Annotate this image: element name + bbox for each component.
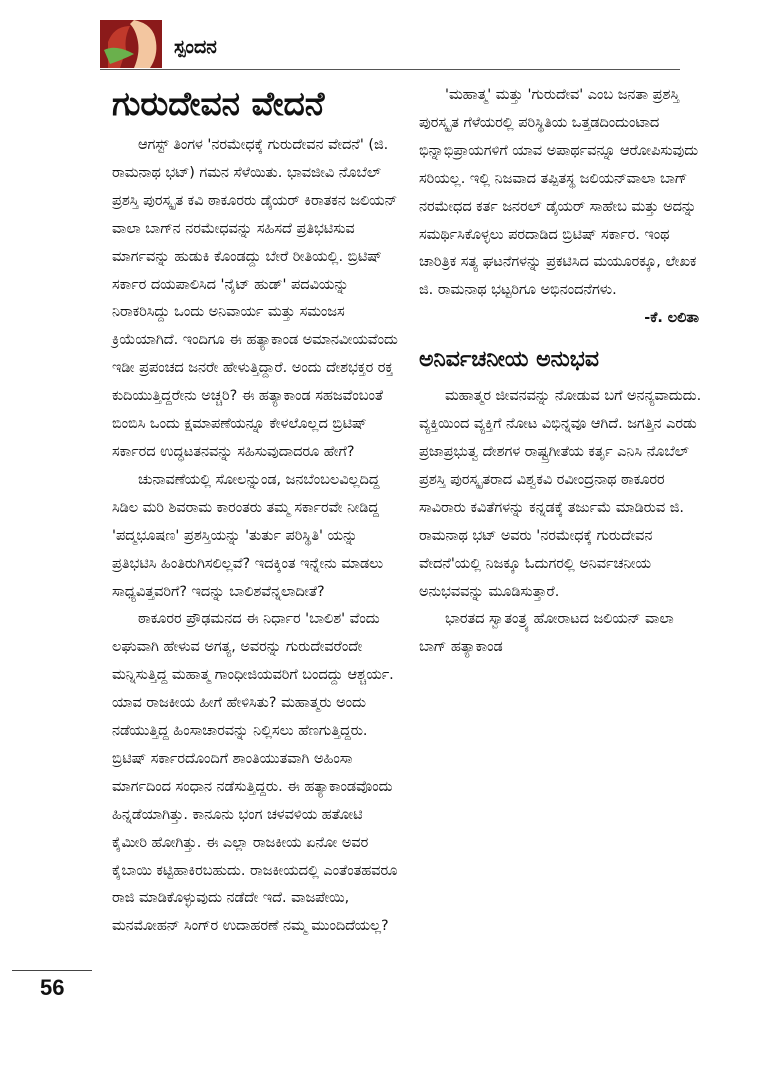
article-paragraph: ಚುನಾವಣೆಯಲ್ಲಿ ಸೋಲನ್ನುಂಡ, ಜನಬೆಂಬಲವಿಲ್ಲದಿದ್ದ ಸಿಡಿಲ ಮರಿ ಶಿವರಾಮ ಕಾರಂತರು ತಮ್ಮ ಸರ್ಕಾರವೇ ನೀಡಿದ್ದ 'ಪದ್ಮಭೂಷಣ' ಪ್ರಶಸ್ತಿಯನ್ನು 'ತುರ್ತು ಪರಿಸ್ಥಿತಿ' ಯನ್ನು ಪ್ರತಿಭಟಿಸಿ ಹಿಂತಿರುಗಿಸಲಿಲ್ಲವೆ? ಇದಕ್ಕಿಂತ ಇನ್ನೇನು ಮಾಡಲು ಸಾಧ್ಯವಿತ್ತವರಿಗೆ? ಇದನ್ನು ಬಾಲಿಶವೆನ್ನಲಾದೀತೆ? [112,471,384,600]
right-column [419,82,705,662]
magazine-logo [100,20,162,68]
article-paragraph: ಠಾಕೂರರ ಪ್ರೌಢಮನದ ಈ ನಿರ್ಧಾರ 'ಬಾಲಿಶ' ವೆಂದು ಲಘುವಾಗಿ ಹೇಳುವ ಅಗತ್ಯ, ಅವರನ್ನು ಗುರುದೇವರೆಂದೇ ಮನ್ನಿಸುತ್ತಿದ್ದ ಮಹಾತ್ಮ ಗಾಂಧೀಜಿಯವರಿಗೆ ಬಂದದ್ದು ಆಶ್ಚರ್ಯ. ಯಾವ ರಾಜಕೀಯ ಹೀಗೆ ಹೇಳಿಸಿತು? ಮಹಾತ್ಮರು ಅಂದು ನಡೆಯುತ್ತಿದ್ದ ಹಿಂಸಾಚಾರವನ್ನು ನಿಲ್ಲಿಸಲು ಹೆಣಗುತ್ತಿದ್ದರು. ಬ್ರಿಟಿಷ್ ಸರ್ಕಾರದೊಂದಿಗೆ ಶಾಂತಿಯುತವಾಗಿ ಅಹಿಂಸಾ ಮಾರ್ಗದಿಂದ ಸಂಧಾನ ನಡೆಸುತ್ತಿದ್ದರು. ಈ ಹತ್ಯಾಕಾಂಡವೊಂದು ಹಿನ್ನಡೆಯಾಗಿತ್ತು. ಕಾನೂನು ಭಂಗ ಚಳವಳಿಯ ಹತೋಟಿ ಕೈಮೀರಿ ಹೋಗಿತ್ತು. ಈ ಎಲ್ಲಾ ರಾಜಕೀಯ ಏನೋ ಅವರ ಕೈಬಾಯಿ ಕಟ್ಟಿಹಾಕಿರಬಹುದು. ರಾಜಕೀಯದಲ್ಲಿ ಎಂತೆಂತಹವರೂ ರಾಜಿ ಮಾಡಿಕೊಳ್ಳುವುದು ನಡೆದೇ ಇದೆ. ವಾಜಪೇಯಿ, ಮನಮೋಹನ್ ಸಿಂಗ್‌ರ ಉದಾಹರಣೆ ನಮ್ಮ ಮುಂದಿದೆಯಲ್ಲ? [112,611,398,935]
article-title: ಗುರುದೇವನ ವೇದನೆ [112,84,325,123]
logo-graphic [100,20,162,68]
left-column [112,82,398,941]
footer-rule [12,970,92,971]
author-signature: -ಕೆ. ಲಲಿತಾ [644,310,699,327]
page-header [100,20,680,70]
article-paragraph: ಆಗಸ್ಟ್ ತಿಂಗಳ 'ನರಮೇಧಕ್ಕೆ ಗುರುದೇವನ ವೇದನೆ' (ಜಿ. ರಾಮನಾಥ ಭಟ್) ಗಮನ ಸೆಳೆಯಿತು. ಭಾವಜೀವಿ ನೊಬೆಲ್ ಪ್ರಶಸ್ತಿ ಪುರಸ್ಕೃತ ಕವಿ ಠಾಕೂರರು ಡೈಯರ್ ಕಿರಾತಕನ ಜಲಿಯನ್ ವಾಲಾ ಬಾಗ್‌ನ ನರಮೇಧವನ್ನು ಸಹಿಸದೆ ಪ್ರತಿಭಟಿಸುವ ಮಾರ್ಗವನ್ನು ಹುಡುಕಿ ಕೊಂಡದ್ದು ಬೇರೆ ರೀತಿಯಲ್ಲಿ. ಬ್ರಿಟಿಷ್ ಸರ್ಕಾರ ದಯಪಾಲಿಸಿದ 'ನೈಟ್ ಹುಡ್' ಪದವಿಯನ್ನು ನಿರಾಕರಿಸಿದ್ದು ಒಂದು ಅನಿವಾರ್ಯ ಮತ್ತು ಸಮಂಜಸ ಕ್ರಿಯೆಯಾಗಿದೆ. ಇಂದಿಗೂ ಈ ಹತ್ಯಾಕಾಂಡ ಅಮಾನವೀಯವೆಂದು ಇಡೀ ಪ್ರಪಂಚದ ಜನರೇ ಹೇಳುತ್ತಿದ್ದಾರೆ. ಅಂದು ದೇಶಭಕ್ತರ ರಕ್ತ ಕುದಿಯುತ್ತಿದ್ದರೇನು ಅಚ್ಚರಿ? ಈ ಹತ್ಯಾಕಾಂಡ ಸಹಜವೆಂಬಂತೆ ಬಿಂಬಿಸಿ ಒಂದು ಕ್ಷಮಾಪಣೆಯನ್ನೂ ಕೇಳಲೊಲ್ಲದ ಬ್ರಿಟಿಷ್ ಸರ್ಕಾರದ ಉದ್ಧಟತನವನ್ನು ಸಹಿಸುವುದಾದರೂ ಹೇಗೆ? [112,137,398,460]
article-title: ಅನಿರ್ವಚನೀಯ ಅನುಭವ [419,347,599,373]
header-rule [100,69,680,70]
article-paragraph: 'ಮಹಾತ್ಮ' ಮತ್ತು 'ಗುರುದೇವ' ಎಂಬ ಜನತಾ ಪ್ರಶಸ್ತಿ ಪುರಸ್ಕೃತ ಗೆಳೆಯರಲ್ಲಿ ಪರಿಸ್ಥಿತಿಯ ಒತ್ತಡದಿಂದುಂಟಾದ ಭಿನ್ನಾಭಿಪ್ರಾಯಗಳಿಗೆ ಯಾವ ಅಪಾರ್ಥವನ್ನೂ ಆರೋಪಿಸುವುದು ಸರಿಯಲ್ಲ. ಇಲ್ಲಿ ನಿಜವಾದ ತಪ್ಪಿತಸ್ಥ ಜಲಿಯನ್‌ವಾಲಾ ಬಾಗ್ ನರಮೇಧದ ಕರ್ತ ಜನರಲ್ ಡೈಯರ್ ಸಾಹೇಬ ಮತ್ತು ಅದನ್ನು ಸಮರ್ಥಿಸಿಕೊಳ್ಳಲು ಪರದಾಡಿದ ಬ್ರಿಟಿಷ್ ಸರ್ಕಾರ. ಇಂಥ ಚಾರಿತ್ರಿಕ ಸತ್ಯ ಘಟನೆಗಳನ್ನು ಪ್ರಕಟಿಸಿದ ಮಯೂರಕ್ಕೂ, ಲೇಖಕ ಜಿ. ರಾಮನಾಥ ಭಟ್ಟರಿಗೂ ಅಭಿನಂದನೆಗಳು. [419,87,699,299]
article-paragraph: ಭಾರತದ ಸ್ವಾತಂತ್ರ್ಯ ಹೋರಾಟದ ಜಲಿಯನ್ ವಾಲಾ ಬಾಗ್ ಹತ್ಯಾಕಾಂಡ [419,611,674,656]
magazine-name: ಸ್ಪಂದನ [174,36,217,58]
article-paragraph: ಮಹಾತ್ಮರ ಜೀವನವನ್ನು ನೋಡುವ ಬಗೆ ಅನನ್ಯವಾದುದು. ವ್ಯಕ್ತಿಯಿಂದ ವ್ಯಕ್ತಿಗೆ ನೋಟ ವಿಭಿನ್ನವೂ ಆಗಿದೆ. ಜಗತ್ತಿನ ಎರಡು ಪ್ರಜಾಪ್ರಭುತ್ವ ದೇಶಗಳ ರಾಷ್ಟ್ರಗೀತೆಯ ಕರ್ತೃ ಎನಿಸಿ ನೊಬೆಲ್ ಪ್ರಶಸ್ತಿ ಪುರಸ್ಕೃತರಾದ ವಿಶ್ವಕವಿ ರವೀಂದ್ರನಾಥ ಠಾಕೂರರ ಸಾವಿರಾರು ಕವಿತೆಗಳನ್ನು ಕನ್ನಡಕ್ಕೆ ತರ್ಜುಮೆ ಮಾಡಿರುವ ಜಿ. ರಾಮನಾಥ ಭಟ್ ಅವರು 'ನರಮೇಧಕ್ಕೆ ಗುರುದೇವನ ವೇದನೆ'ಯಲ್ಲಿ ನಿಜಕ್ಕೂ ಓದುಗರಲ್ಲಿ ಅನಿರ್ವಚನೀಯ ಅನುಭವವನ್ನು ಮೂಡಿಸುತ್ತಾರೆ. [419,388,702,600]
page-number: 56 [40,975,65,1000]
